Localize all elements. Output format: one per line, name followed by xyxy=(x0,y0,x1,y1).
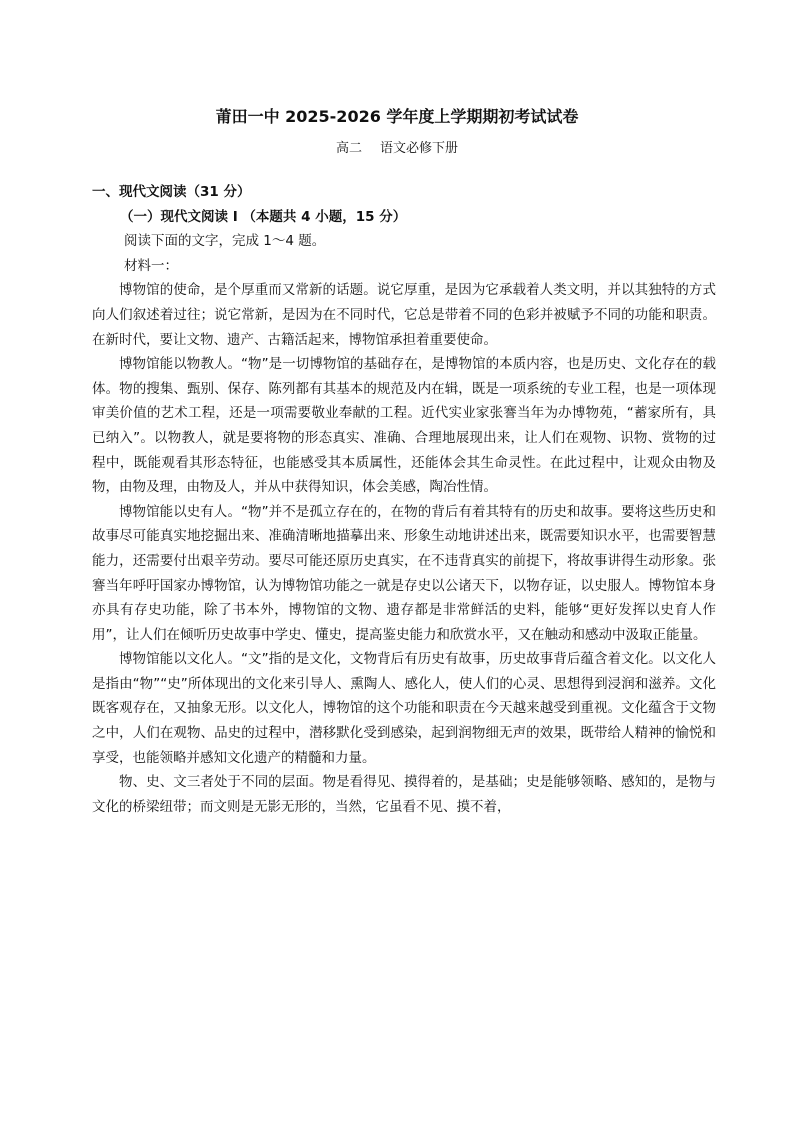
material-label: 材料一： xyxy=(124,257,178,274)
exam-body xyxy=(92,180,716,819)
paragraph-2: 博物馆能以物教人。“物”是一切博物馆的基础存在，是博物馆的本质内容，也是历史、文化存在的载体。物的搜集、甄别、保存、陈列都有其基本的规范及内在辑，既是一项系统的专业工程，也是一项体现审美价值的艺术工程，还是一项需要敬业奉献的工程。近代实业家张謇当年为办博物苑，“蓄家所有，具已纳入”。以物教人，就是要将物的形态真实、准确、合理地展现出来，让人们在观物、识物、赏物的过程中，既能观看其形态特征，也能感受其本质属性，还能体会其生命灵性。在此过程中，让观众由物及物，由物及理，由物及人，并从中获得知识，体会美感，陶冶性情。 xyxy=(92,356,716,496)
reading-instruction: 阅读下面的文字，完成 1～4 题。 xyxy=(124,233,326,250)
paragraph-4: 博物馆能以文化人。“文”指的是文化，文物背后有历史有故事，历史故事背后蕴含着文化。以文化人是指由“物”“史”所体现出的文化来引导人、熏陶人、感化人，使人们的心灵、思想得到浸润和滋养。文化既客观存在，又抽象无形。以文化人，博物馆的这个功能和职责在今天越来越受到重视。文化蕴含于文物之中，人们在观物、品史的过程中，潜移默化受到感染，起到润物细无声的效果，既带给人精神的愉悦和享受，也能领略并感知文化遗产的精髓和力量。 xyxy=(92,651,716,766)
paragraph-5: 物、史、文三者处于不同的层面。物是看得见、摸得着的，是基础；史是能够领略、感知的，是物与文化的桥梁纽带；而文则是无影无形的，当然，它虽看不见、摸不着， xyxy=(92,774,716,815)
section-heading: 一、现代文阅读（31 分） xyxy=(92,184,251,200)
subsection-heading: （一）现代文阅读 I （本题共 4 小题，15 分） xyxy=(120,208,407,225)
subject-label: 语文必修下册 xyxy=(380,141,459,156)
paragraph-3: 博物馆能以史有人。“物”并不是孤立存在的，在物的背后有着其特有的历史和故事。要将这些历史和故事尽可能真实地挖掘出来、准确清晰地描摹出来、形象生动地讲述出来，既需要知识水平，也需要智慧能力，还需要付出艰辛劳动。要尽可能还原历史真实，在不违背真实的前提下，将故事讲得生动形象。张謇当年呼吁国家办博物馆，认为博物馆功能之一就是存史以公诸天下，以物存证，以史服人。博物馆本身亦具有存史功能，除了书本外，博物馆的文物、遗存都是非常鲜活的史料，能够“更好发挥以史育人作用”，让人们在倾听历史故事中学史、懂史，提高鉴史能力和欣赏水平，又在触动和感动中汲取正能量。 xyxy=(92,503,716,643)
exam-title: 莆田一中 2025-2026 学年度上学期期初考试试卷 xyxy=(215,107,579,126)
paragraph-1: 博物馆的使命，是个厚重而又常新的话题。说它厚重，是因为它承载着人类文明，并以其独特的方式向人们叙述着过往；说它常新，是因为在不同时代，它总是带着不同的色彩并被赋予不同的功能和职责。在新时代，要让文物、遗产、古籍活起来，博物馆承担着重要使命。 xyxy=(92,282,716,348)
grade-label: 高二 xyxy=(335,141,362,156)
exam-subtitle xyxy=(0,140,794,158)
